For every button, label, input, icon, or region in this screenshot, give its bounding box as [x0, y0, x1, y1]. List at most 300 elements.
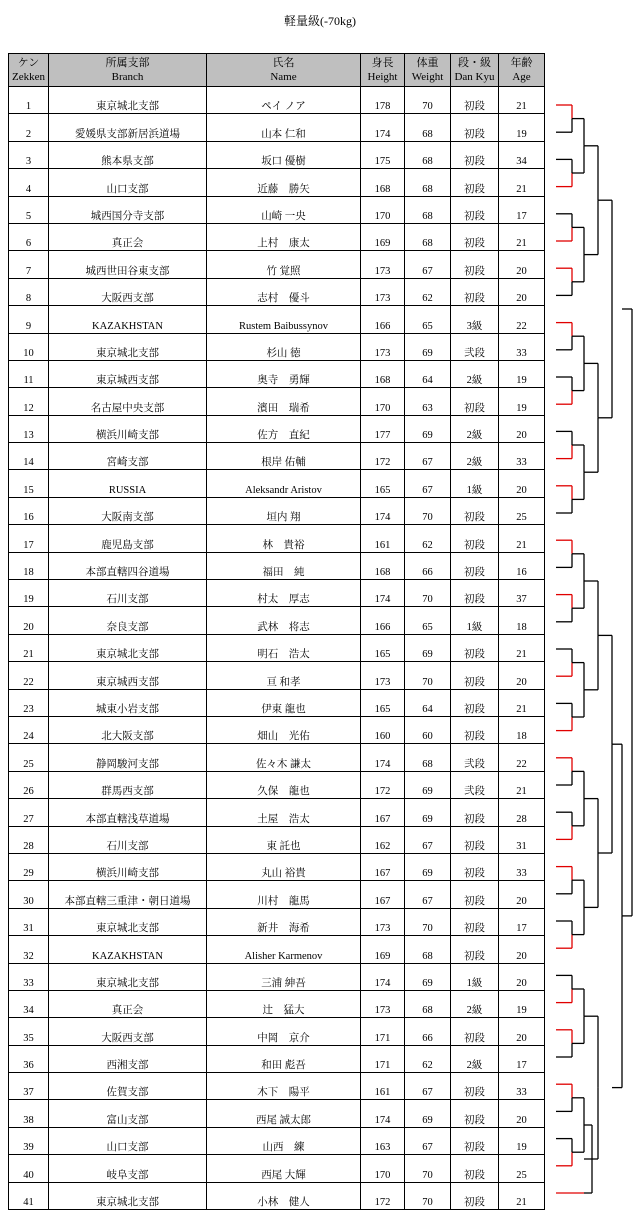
height-cell: 173: [361, 278, 405, 305]
height-cell: 172: [361, 771, 405, 798]
weight-cell: 67: [405, 251, 451, 278]
header-label-en: Dan Kyu: [454, 71, 495, 83]
age-cell: 20: [499, 470, 545, 497]
height-cell: 168: [361, 169, 405, 196]
zekken-cell: 39: [9, 1127, 49, 1154]
height-cell: 174: [361, 497, 405, 524]
age-cell: 33: [499, 333, 545, 360]
rank-cell: 初段: [451, 662, 499, 689]
zekken-cell: 2: [9, 114, 49, 141]
rank-cell: 初段: [451, 799, 499, 826]
name-cell: 林 貴裕: [207, 525, 361, 552]
height-cell: 175: [361, 141, 405, 168]
height-cell: 172: [361, 1182, 405, 1209]
zekken-cell: 1: [9, 87, 49, 114]
age-cell: 18: [499, 607, 545, 634]
age-cell: 20: [499, 251, 545, 278]
branch-cell: 東京城西支部: [49, 360, 207, 387]
rank-cell: 初段: [451, 634, 499, 661]
weight-cell: 68: [405, 196, 451, 223]
branch-cell: 名古屋中央支部: [49, 388, 207, 415]
zekken-cell: 38: [9, 1100, 49, 1127]
height-cell: 166: [361, 306, 405, 333]
zekken-cell: 35: [9, 1018, 49, 1045]
header-label-jp: 身長: [371, 57, 394, 69]
branch-cell: 本部直轄三重津・朝日道場: [49, 881, 207, 908]
branch-cell: 山口支部: [49, 1127, 207, 1154]
weight-cell: 62: [405, 1045, 451, 1072]
branch-cell: 西湘支部: [49, 1045, 207, 1072]
weight-cell: 68: [405, 990, 451, 1017]
weight-cell: 69: [405, 333, 451, 360]
age-cell: 19: [499, 990, 545, 1017]
zekken-cell: 5: [9, 196, 49, 223]
name-cell: Aleksandr Aristov: [207, 470, 361, 497]
rank-cell: 初段: [451, 278, 499, 305]
weight-cell: 69: [405, 771, 451, 798]
zekken-cell: 33: [9, 963, 49, 990]
age-cell: 22: [499, 744, 545, 771]
weight-cell: 68: [405, 141, 451, 168]
zekken-cell: 25: [9, 744, 49, 771]
zekken-cell: 40: [9, 1155, 49, 1182]
name-cell: 土屋 浩太: [207, 799, 361, 826]
age-cell: 21: [499, 771, 545, 798]
height-cell: 171: [361, 1018, 405, 1045]
zekken-cell: 8: [9, 278, 49, 305]
branch-cell: KAZAKHSTAN: [49, 306, 207, 333]
zekken-cell: 7: [9, 251, 49, 278]
weight-cell: 67: [405, 443, 451, 470]
name-cell: 辻 猛大: [207, 990, 361, 1017]
branch-cell: 石川支部: [49, 826, 207, 853]
age-cell: 21: [499, 525, 545, 552]
height-cell: 174: [361, 114, 405, 141]
branch-cell: 城西国分寺支部: [49, 196, 207, 223]
rank-cell: 初段: [451, 196, 499, 223]
header-label-jp: 氏名: [272, 57, 295, 69]
branch-cell: 山口支部: [49, 169, 207, 196]
rank-cell: 初段: [451, 114, 499, 141]
height-cell: 174: [361, 1100, 405, 1127]
zekken-cell: 27: [9, 799, 49, 826]
branch-cell: 石川支部: [49, 580, 207, 607]
branch-cell: 愛媛県支部新居浜道場: [49, 114, 207, 141]
zekken-cell: 17: [9, 525, 49, 552]
weight-cell: 66: [405, 552, 451, 579]
branch-cell: 本部直轄四谷道場: [49, 552, 207, 579]
rank-cell: 初段: [451, 169, 499, 196]
branch-cell: 群馬西支部: [49, 771, 207, 798]
header-label-en: Zekken: [12, 71, 45, 83]
name-cell: Alisher Karmenov: [207, 936, 361, 963]
weight-cell: 65: [405, 607, 451, 634]
rank-cell: 3級: [451, 306, 499, 333]
age-cell: 20: [499, 415, 545, 442]
branch-cell: 横浜川崎支部: [49, 415, 207, 442]
branch-cell: 大阪西支部: [49, 278, 207, 305]
age-cell: 37: [499, 580, 545, 607]
name-cell: 志村 優斗: [207, 278, 361, 305]
weight-cell: 68: [405, 169, 451, 196]
age-cell: 21: [499, 1182, 545, 1209]
height-cell: 167: [361, 799, 405, 826]
branch-cell: KAZAKHSTAN: [49, 936, 207, 963]
height-cell: 170: [361, 388, 405, 415]
weight-cell: 69: [405, 853, 451, 880]
zekken-cell: 19: [9, 580, 49, 607]
weight-cell: 68: [405, 744, 451, 771]
branch-cell: 東京城北支部: [49, 963, 207, 990]
zekken-cell: 20: [9, 607, 49, 634]
age-cell: 19: [499, 360, 545, 387]
weight-cell: 68: [405, 114, 451, 141]
name-cell: 川村 龍馬: [207, 881, 361, 908]
height-cell: 170: [361, 1155, 405, 1182]
weight-cell: 67: [405, 881, 451, 908]
height-cell: 169: [361, 223, 405, 250]
branch-cell: 北大阪支部: [49, 716, 207, 743]
rank-cell: 初段: [451, 826, 499, 853]
zekken-cell: 9: [9, 306, 49, 333]
weight-cell: 62: [405, 525, 451, 552]
rank-cell: 初段: [451, 223, 499, 250]
age-cell: 28: [499, 799, 545, 826]
height-cell: 173: [361, 251, 405, 278]
zekken-cell: 36: [9, 1045, 49, 1072]
branch-cell: 大阪南支部: [49, 497, 207, 524]
age-cell: 21: [499, 223, 545, 250]
name-cell: 三浦 紳吾: [207, 963, 361, 990]
name-cell: 上村 康太: [207, 223, 361, 250]
name-cell: 和田 彪吾: [207, 1045, 361, 1072]
branch-cell: 富山支部: [49, 1100, 207, 1127]
age-cell: 21: [499, 689, 545, 716]
zekken-cell: 31: [9, 908, 49, 935]
rank-cell: 初段: [451, 1155, 499, 1182]
weight-cell: 68: [405, 223, 451, 250]
weight-cell: 60: [405, 716, 451, 743]
branch-cell: 城西世田谷東支部: [49, 251, 207, 278]
header-label-en: Branch: [111, 71, 144, 83]
weight-cell: 67: [405, 1073, 451, 1100]
zekken-cell: 37: [9, 1073, 49, 1100]
weight-cell: 70: [405, 1155, 451, 1182]
age-cell: 20: [499, 1100, 545, 1127]
age-cell: 31: [499, 826, 545, 853]
name-cell: 伊東 龍也: [207, 689, 361, 716]
rank-cell: 初段: [451, 1018, 499, 1045]
branch-cell: 本部直轄浅草道場: [49, 799, 207, 826]
weight-cell: 67: [405, 826, 451, 853]
zekken-cell: 12: [9, 388, 49, 415]
zekken-cell: 3: [9, 141, 49, 168]
zekken-cell: 11: [9, 360, 49, 387]
height-cell: 161: [361, 1073, 405, 1100]
name-cell: 丸山 裕貴: [207, 853, 361, 880]
header-label-jp: 年齢: [510, 57, 533, 69]
height-cell: 163: [361, 1127, 405, 1154]
name-cell: 西尾 大輝: [207, 1155, 361, 1182]
name-cell: 東 託也: [207, 826, 361, 853]
rank-cell: 初段: [451, 1182, 499, 1209]
name-cell: 佐方 直紀: [207, 415, 361, 442]
branch-cell: 佐賀支部: [49, 1073, 207, 1100]
zekken-cell: 4: [9, 169, 49, 196]
rank-cell: 初段: [451, 1127, 499, 1154]
height-cell: 161: [361, 525, 405, 552]
zekken-cell: 22: [9, 662, 49, 689]
weight-cell: 69: [405, 799, 451, 826]
branch-cell: 東京城北支部: [49, 634, 207, 661]
height-cell: 174: [361, 744, 405, 771]
age-cell: 22: [499, 306, 545, 333]
branch-cell: 東京城北支部: [49, 87, 207, 114]
weight-cell: 62: [405, 278, 451, 305]
age-cell: 33: [499, 1073, 545, 1100]
rank-cell: 1級: [451, 963, 499, 990]
height-cell: 165: [361, 689, 405, 716]
rank-cell: 初段: [451, 497, 499, 524]
name-cell: 新井 海希: [207, 908, 361, 935]
age-cell: 17: [499, 196, 545, 223]
weight-cell: 64: [405, 689, 451, 716]
weight-cell: 67: [405, 1127, 451, 1154]
page-title: 軽量級(-70kg): [284, 14, 356, 28]
age-cell: 18: [499, 716, 545, 743]
weight-cell: 66: [405, 1018, 451, 1045]
height-cell: 162: [361, 826, 405, 853]
height-cell: 170: [361, 196, 405, 223]
weight-cell: 70: [405, 497, 451, 524]
rank-cell: 初段: [451, 87, 499, 114]
name-cell: 木下 陽平: [207, 1073, 361, 1100]
age-cell: 19: [499, 114, 545, 141]
height-cell: 165: [361, 470, 405, 497]
rank-cell: 弐段: [451, 771, 499, 798]
name-cell: 西尾 誠太郎: [207, 1100, 361, 1127]
weight-cell: 69: [405, 963, 451, 990]
age-cell: 17: [499, 1045, 545, 1072]
zekken-cell: 29: [9, 853, 49, 880]
weight-cell: 68: [405, 936, 451, 963]
weight-cell: 69: [405, 415, 451, 442]
name-cell: 垣内 翔: [207, 497, 361, 524]
name-cell: ペイ ノア: [207, 87, 361, 114]
name-cell: 竹 覚照: [207, 251, 361, 278]
zekken-cell: 41: [9, 1182, 49, 1209]
name-cell: 村太 厚志: [207, 580, 361, 607]
rank-cell: 初段: [451, 580, 499, 607]
header-label-jp: 所属支部: [105, 57, 150, 69]
branch-cell: 東京城北支部: [49, 908, 207, 935]
height-cell: 177: [361, 415, 405, 442]
zekken-cell: 30: [9, 881, 49, 908]
header-label-jp: ケン: [17, 57, 40, 69]
height-cell: 172: [361, 443, 405, 470]
age-cell: 20: [499, 963, 545, 990]
rank-cell: 初段: [451, 141, 499, 168]
branch-cell: 宮崎支部: [49, 443, 207, 470]
branch-cell: 真正会: [49, 223, 207, 250]
zekken-cell: 24: [9, 716, 49, 743]
zekken-cell: 26: [9, 771, 49, 798]
name-cell: Rustem Baibussynov: [207, 306, 361, 333]
weight-cell: 70: [405, 908, 451, 935]
age-cell: 21: [499, 169, 545, 196]
name-cell: 武林 将志: [207, 607, 361, 634]
weight-cell: 65: [405, 306, 451, 333]
height-cell: 167: [361, 881, 405, 908]
age-cell: 20: [499, 1018, 545, 1045]
age-cell: 21: [499, 634, 545, 661]
rank-cell: 初段: [451, 1073, 499, 1100]
rank-cell: 初段: [451, 525, 499, 552]
weight-cell: 63: [405, 388, 451, 415]
name-cell: 久保 龍也: [207, 771, 361, 798]
name-cell: 山本 仁和: [207, 114, 361, 141]
rank-cell: 初段: [451, 881, 499, 908]
age-cell: 19: [499, 388, 545, 415]
weight-cell: 64: [405, 360, 451, 387]
age-cell: 17: [499, 908, 545, 935]
age-cell: 33: [499, 443, 545, 470]
height-cell: 166: [361, 607, 405, 634]
rank-cell: 2級: [451, 990, 499, 1017]
rank-cell: 弐段: [451, 333, 499, 360]
zekken-cell: 34: [9, 990, 49, 1017]
height-cell: 160: [361, 716, 405, 743]
branch-cell: 東京城北支部: [49, 333, 207, 360]
name-cell: 濱田 瑞希: [207, 388, 361, 415]
name-cell: 坂口 優樹: [207, 141, 361, 168]
name-cell: 亘 和孝: [207, 662, 361, 689]
rank-cell: 初段: [451, 1100, 499, 1127]
age-cell: 20: [499, 936, 545, 963]
weight-cell: 70: [405, 662, 451, 689]
zekken-cell: 28: [9, 826, 49, 853]
height-cell: 174: [361, 963, 405, 990]
zekken-cell: 14: [9, 443, 49, 470]
rank-cell: 初段: [451, 251, 499, 278]
weight-cell: 67: [405, 470, 451, 497]
zekken-cell: 32: [9, 936, 49, 963]
height-cell: 173: [361, 908, 405, 935]
height-cell: 171: [361, 1045, 405, 1072]
name-cell: 山西 練: [207, 1127, 361, 1154]
rank-cell: 初段: [451, 689, 499, 716]
age-cell: 21: [499, 87, 545, 114]
branch-cell: RUSSIA: [49, 470, 207, 497]
weight-cell: 69: [405, 634, 451, 661]
height-cell: 173: [361, 662, 405, 689]
height-cell: 168: [361, 552, 405, 579]
rank-cell: 2級: [451, 415, 499, 442]
rank-cell: 2級: [451, 443, 499, 470]
height-cell: 174: [361, 580, 405, 607]
rank-cell: 初段: [451, 388, 499, 415]
rank-cell: 2級: [451, 360, 499, 387]
rank-cell: 初段: [451, 716, 499, 743]
name-cell: 福田 純: [207, 552, 361, 579]
age-cell: 20: [499, 881, 545, 908]
branch-cell: 静岡駿河支部: [49, 744, 207, 771]
rank-cell: 2級: [451, 1045, 499, 1072]
height-cell: 178: [361, 87, 405, 114]
rank-cell: 初段: [451, 908, 499, 935]
rank-cell: 初段: [451, 853, 499, 880]
zekken-cell: 23: [9, 689, 49, 716]
branch-cell: 熊本県支部: [49, 141, 207, 168]
height-cell: 165: [361, 634, 405, 661]
weight-cell: 69: [405, 1100, 451, 1127]
weight-cell: 70: [405, 580, 451, 607]
age-cell: 19: [499, 1127, 545, 1154]
rank-cell: 1級: [451, 607, 499, 634]
age-cell: 33: [499, 853, 545, 880]
branch-cell: 奈良支部: [49, 607, 207, 634]
weight-cell: 70: [405, 1182, 451, 1209]
rank-cell: 初段: [451, 936, 499, 963]
branch-cell: 鹿児島支部: [49, 525, 207, 552]
zekken-cell: 21: [9, 634, 49, 661]
zekken-cell: 18: [9, 552, 49, 579]
name-cell: 杉山 徳: [207, 333, 361, 360]
branch-cell: 横浜川崎支部: [49, 853, 207, 880]
age-cell: 25: [499, 497, 545, 524]
header-label-jp: 段・級: [458, 57, 491, 69]
height-cell: 173: [361, 990, 405, 1017]
height-cell: 168: [361, 360, 405, 387]
zekken-cell: 15: [9, 470, 49, 497]
age-cell: 20: [499, 278, 545, 305]
rank-cell: 初段: [451, 552, 499, 579]
name-cell: 中岡 京介: [207, 1018, 361, 1045]
name-cell: 近藤 勝矢: [207, 169, 361, 196]
header-label-en: Name: [270, 71, 297, 83]
name-cell: 小林 健人: [207, 1182, 361, 1209]
branch-cell: 東京城西支部: [49, 662, 207, 689]
header-label-jp: 体重: [416, 57, 439, 69]
height-cell: 169: [361, 936, 405, 963]
age-cell: 25: [499, 1155, 545, 1182]
height-cell: 167: [361, 853, 405, 880]
height-cell: 173: [361, 333, 405, 360]
zekken-cell: 6: [9, 223, 49, 250]
header-label-en: Weight: [411, 71, 444, 83]
weight-cell: 70: [405, 87, 451, 114]
zekken-cell: 13: [9, 415, 49, 442]
name-cell: 奥寺 勇輝: [207, 360, 361, 387]
branch-cell: 岐阜支部: [49, 1155, 207, 1182]
name-cell: 畑山 光佑: [207, 716, 361, 743]
zekken-cell: 16: [9, 497, 49, 524]
name-cell: 根岸 佑輔: [207, 443, 361, 470]
rank-cell: 1級: [451, 470, 499, 497]
header-label-en: Height: [367, 71, 398, 83]
age-cell: 20: [499, 662, 545, 689]
branch-cell: 東京城北支部: [49, 1182, 207, 1209]
age-cell: 16: [499, 552, 545, 579]
rank-cell: 弐段: [451, 744, 499, 771]
header-label-en: Age: [512, 71, 531, 83]
name-cell: 佐々木 謙太: [207, 744, 361, 771]
name-cell: 明石 浩太: [207, 634, 361, 661]
zekken-cell: 10: [9, 333, 49, 360]
branch-cell: 城東小岩支部: [49, 689, 207, 716]
name-cell: 山崎 一央: [207, 196, 361, 223]
branch-cell: 大阪西支部: [49, 1018, 207, 1045]
